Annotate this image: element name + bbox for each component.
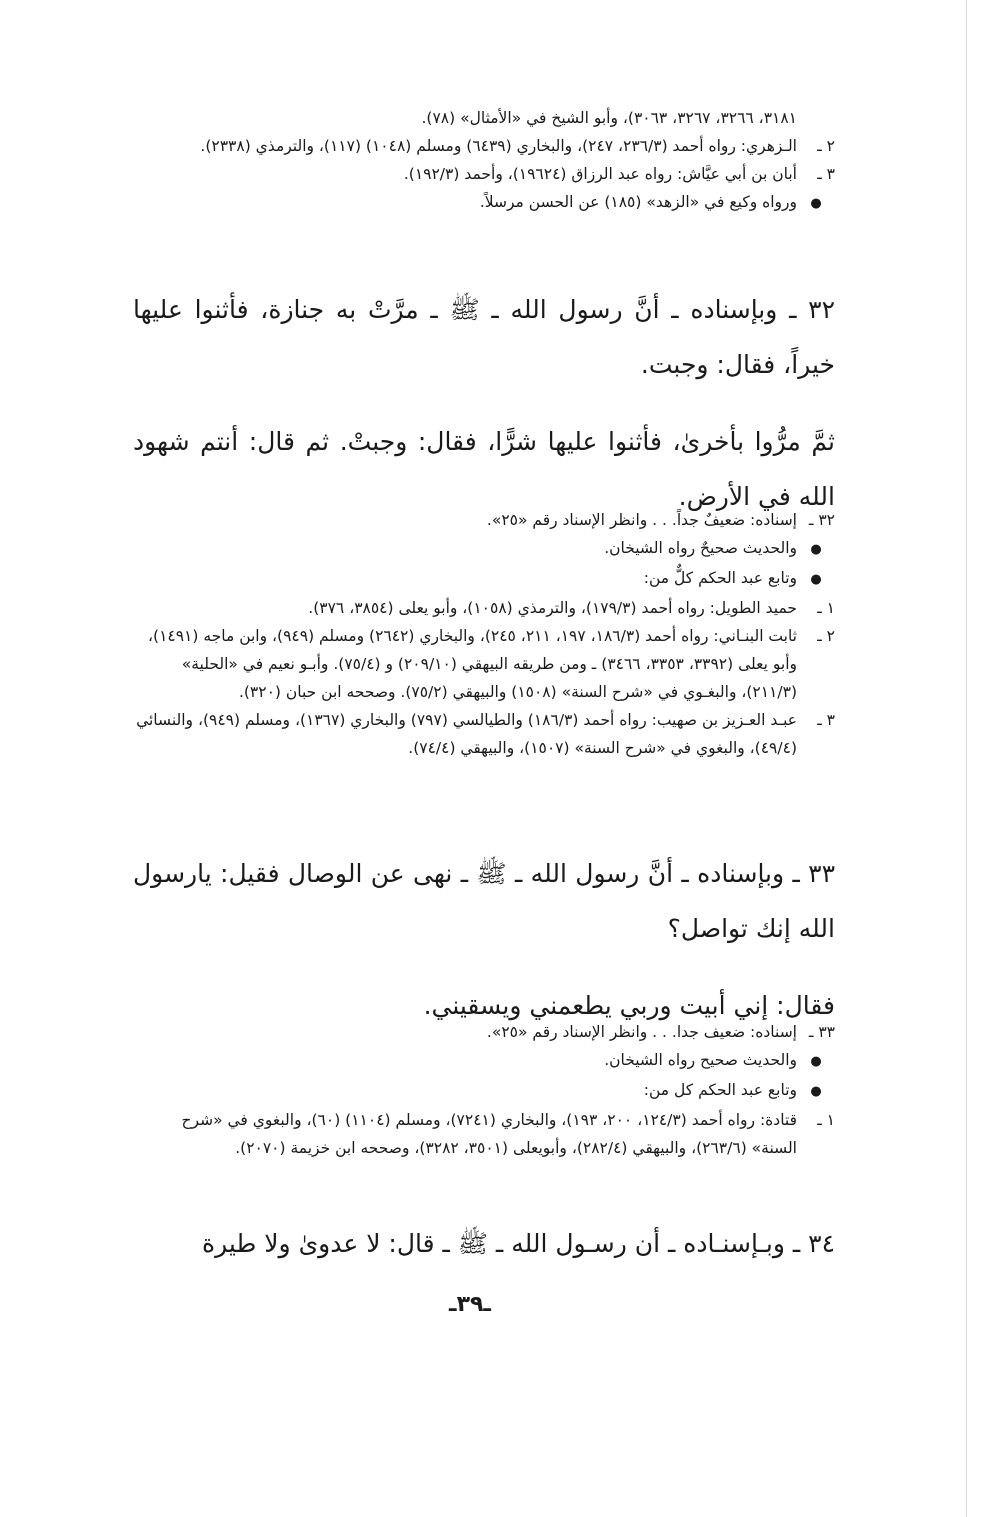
footnote-line	[135, 706, 835, 762]
footnote-text: والحديث صحيح رواه الشيخان.	[604, 1051, 797, 1069]
footnote-text: حميد الطويل: رواه أحمد (١٧٩/٣)، والترمذي (١٠٥٨)، وأبو يعلى (٣٨٥٤، ٣٧٦).	[308, 599, 797, 617]
scan-edge-line	[966, 0, 967, 1517]
footnote-marker: ١ ـ	[817, 599, 835, 617]
footnote-line	[135, 188, 835, 218]
footnote-text: والحديث صحيحٌ رواه الشيخان.	[604, 539, 797, 557]
hadith-paragraph: فقال: إني أبيت وربي يطعمني ويسقيني.	[423, 991, 835, 1020]
hadith-32	[133, 282, 835, 524]
bullet-icon: ●	[810, 1084, 822, 1099]
footnote-marker: ٢ ـ	[817, 137, 835, 155]
footnote-text: ٣١٨١، ٣٢٦٦، ٣٢٦٧، ٣٠٦٣)، وأبو الشيخ في «الأمثال» (٧٨).	[421, 109, 797, 127]
footnote-text: عبـد العـزيز بن صهيب: رواه أحمد (١٨٦/٣) والطيالسي (٧٩٧) والبخاري (١٣٦٧)، ومسلم (٩٤٩)، والنسائي (٤٩/٤)، والبغوي في «شرح السنة» (١٥٠٧)، والبيهقي (٧٤/٤).	[136, 711, 797, 757]
hadith-paragraph: ٣٤ ـ وبـإسنـاده ـ أن رسـول الله ـ ﷺ ـ قال: لا عدوىٰ ولا طيرة	[202, 1229, 835, 1258]
hadith-paragraph: ثمَّ مرُّوا بأخرىٰ، فأثنوا عليها شرًّا، فقال: وجبتْ. ثم قال: أنتم شهود الله في الأرض.	[133, 427, 835, 511]
bullet-icon: ●	[810, 572, 822, 587]
footnote-line	[135, 1018, 835, 1046]
footnote-line	[135, 622, 835, 706]
footnote-line	[135, 1106, 835, 1162]
footnote-line	[135, 1046, 835, 1076]
footnote-text: الـزهري: رواه أحمد (٢٣٦/٣، ٢٤٧)، والبخاري (٦٤٣٩) ومسلم (١٠٤٨) (١١٧)، والترمذي (٢٣٣٨).	[200, 137, 797, 155]
footnote-text: قتادة: رواه أحمد (١٢٤/٣، ٢٠٠، ١٩٣)، والبخاري (٧٢٤١)، ومسلم (١١٠٤) (٦٠)، والبغوي في «شرح السنة» (٢٦٣/٦)، والبيهقي (٢٨٢/٤)، وأبويعلى (٣٥٠١، ٣٢٨٢)، وصححه ابن خزيمة (٢٠٧٠).	[181, 1111, 797, 1157]
hadith-paragraph: ٣٣ ـ وبإسناده ـ أنَّ رسول الله ـ ﷺ ـ نهى عن الوصال فقيل: يارسول الله إنك تواصل؟	[133, 859, 835, 943]
bullet-icon: ●	[810, 542, 822, 557]
footnote-line	[135, 132, 835, 160]
hadith-34	[133, 1216, 835, 1271]
footnote-marker: ١ ـ	[817, 1111, 835, 1129]
footnote-text: ثابت البنـاني: رواه أحمد (١٨٦/٣، ١٩٧، ٢١١، ٢٤٥)، والبخاري (٢٦٤٢) ومسلم (٩٤٩)، وابن ماجه (١٤٩١)، وأبو يعلى (٣٣٩٢، ٣٣٥٣، ٣٤٦٦) ـ ومن طريقه البيهقي (٢٠٩/١٠) و (٧٥/٤). وأبـو نعيم في «الحلية» (٢١١/٣)، والبغـوي في «شرح السنة» (١٥٠٨) والبيهقي (٧٥/٢). وصححه ابن حبان (٣٢٠).	[148, 627, 797, 701]
footnote-line	[135, 160, 835, 188]
footnote-marker: ٣٣ ـ	[808, 1023, 835, 1041]
footnote-line	[135, 1076, 835, 1106]
footnotes-block-33	[135, 1018, 835, 1162]
hadith-33	[133, 846, 835, 1033]
footnote-marker: ٢ ـ	[817, 627, 835, 645]
footnote-text: أبان بن أبي عيَّاش: رواه عبد الرزاق (١٩٦٢٤)، وأحمد (١٩٢/٣).	[403, 165, 797, 183]
footnote-text: وتابع عبد الحكم كلٌّ من:	[643, 569, 797, 587]
footnote-marker: ٣٢ ـ	[808, 511, 835, 529]
footnote-text: وتابع عبد الحكم كل من:	[643, 1081, 797, 1099]
footnote-line	[135, 594, 835, 622]
footnotes-block-top	[135, 104, 835, 218]
page-number: ـ٣٩ـ	[449, 1292, 491, 1317]
footnote-text: إسناده: ضعيفٌ جداً. . . وانظر الإسناد رقم «٢٥».	[486, 511, 797, 529]
footnote-line	[135, 506, 835, 534]
bullet-icon: ●	[810, 196, 822, 211]
footnote-marker: ٣ ـ	[817, 711, 835, 729]
footnote-line	[135, 534, 835, 564]
footnote-text: إسناده: ضعيف جدا. . . وانظر الإسناد رقم «٢٥».	[486, 1023, 797, 1041]
bullet-icon: ●	[810, 1054, 822, 1069]
footnote-text: ورواه وكيع في «الزهد» (١٨٥) عن الحسن مرسلاً.	[479, 193, 797, 211]
footnote-marker: ٣ ـ	[817, 165, 835, 183]
footnote-line	[135, 104, 835, 132]
footnotes-block-32	[135, 506, 835, 762]
footnote-line	[135, 564, 835, 594]
hadith-paragraph: ٣٢ ـ وبإسناده ـ أنَّ رسول الله ـ ﷺ ـ مرَّتْ به جنازة، فأثنوا عليها خيراً، فقال: وجبت.	[133, 295, 835, 379]
